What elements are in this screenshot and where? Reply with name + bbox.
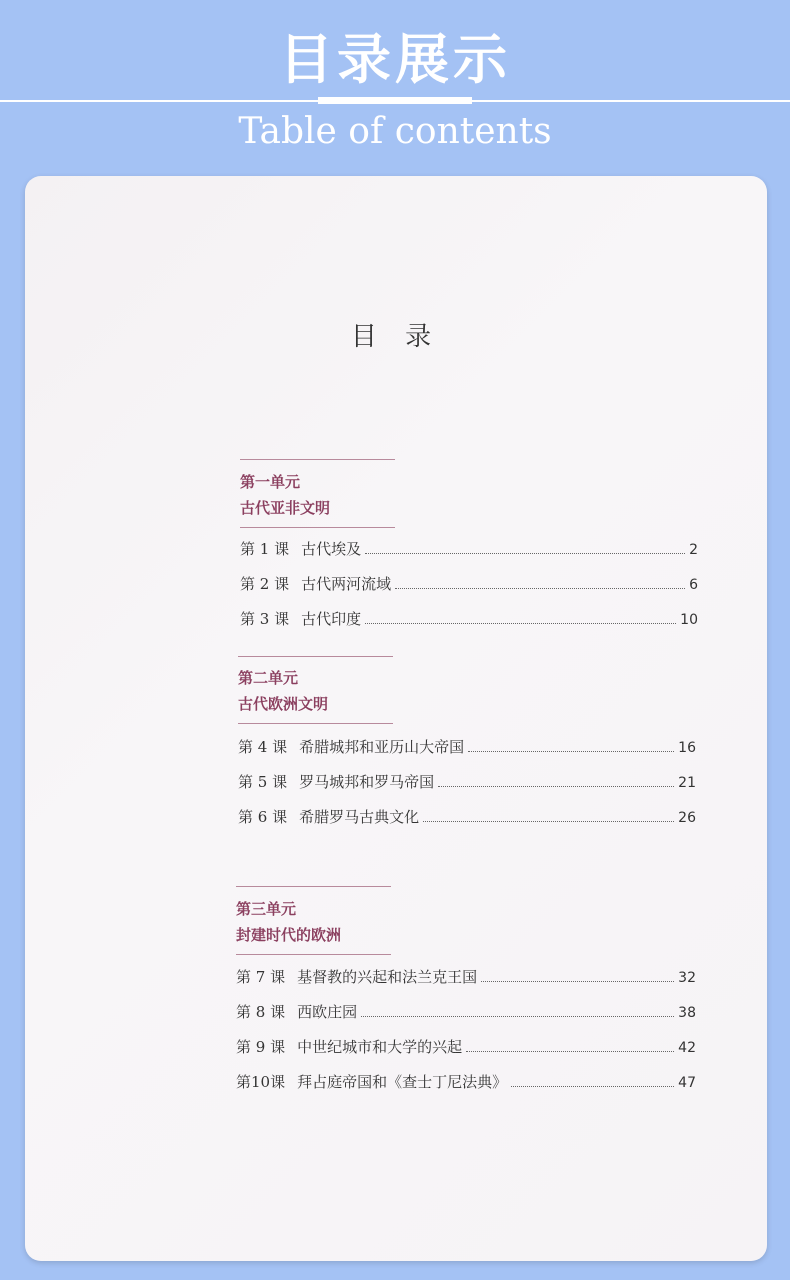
dot-leader bbox=[361, 1002, 674, 1017]
lesson-number: 第 6 课 bbox=[238, 808, 288, 826]
dot-leader bbox=[466, 1037, 674, 1052]
toc-entry[interactable] bbox=[238, 736, 696, 758]
unit-rule-bottom bbox=[240, 527, 395, 528]
dot-leader bbox=[423, 807, 674, 822]
toc-heading: 目 录 bbox=[350, 322, 442, 352]
lesson-number: 第 7 课 bbox=[236, 968, 286, 986]
toc-entry[interactable] bbox=[238, 806, 696, 828]
lesson-number: 第10课 bbox=[236, 1073, 286, 1091]
page-number: 32 bbox=[678, 970, 696, 986]
lesson-title: 希腊城邦和亚历山大帝国 bbox=[299, 738, 465, 756]
unit-rule-top bbox=[240, 459, 395, 460]
dot-leader bbox=[365, 539, 685, 554]
toc-entry[interactable] bbox=[236, 1036, 696, 1058]
unit-header-3 bbox=[236, 886, 391, 955]
lesson-title: 古代埃及 bbox=[301, 540, 362, 558]
dot-leader bbox=[468, 737, 674, 752]
page-number: 26 bbox=[678, 810, 696, 826]
unit-rule-bottom bbox=[238, 723, 393, 724]
lesson-number: 第 4 课 bbox=[238, 738, 288, 756]
toc-entry[interactable] bbox=[236, 966, 696, 988]
lesson-title: 希腊罗马古典文化 bbox=[299, 808, 420, 826]
lesson-number: 第 2 课 bbox=[240, 575, 290, 593]
unit-number: 第三单元 bbox=[236, 900, 297, 918]
unit-number: 第二单元 bbox=[238, 669, 299, 687]
toc-page bbox=[25, 176, 767, 1261]
banner-title: 目录展示 bbox=[279, 28, 511, 91]
toc-entry[interactable] bbox=[236, 1001, 696, 1023]
lesson-title: 西欧庄园 bbox=[297, 1003, 358, 1021]
unit-header-2 bbox=[238, 656, 393, 724]
unit-rule-top bbox=[238, 656, 393, 657]
lesson-title: 基督教的兴起和法兰克王国 bbox=[297, 968, 478, 986]
toc-entry[interactable] bbox=[240, 573, 698, 595]
dot-leader bbox=[365, 609, 676, 624]
banner-subtitle: Table of contents bbox=[238, 111, 552, 152]
unit-header-1 bbox=[240, 459, 395, 528]
unit-rule-bottom bbox=[236, 954, 391, 955]
page-number: 38 bbox=[678, 1005, 696, 1021]
lesson-number: 第 9 课 bbox=[236, 1038, 286, 1056]
dot-leader bbox=[438, 772, 674, 787]
lesson-number: 第 3 课 bbox=[240, 610, 290, 628]
lesson-title: 中世纪城市和大学的兴起 bbox=[297, 1038, 463, 1056]
lesson-title: 古代印度 bbox=[301, 610, 362, 628]
unit-name: 古代欧洲文明 bbox=[238, 695, 329, 713]
page-number: 10 bbox=[680, 612, 698, 628]
toc-entry[interactable] bbox=[238, 771, 696, 793]
lesson-title: 古代两河流域 bbox=[301, 575, 392, 593]
dot-leader bbox=[395, 574, 685, 589]
toc-entry[interactable] bbox=[240, 608, 698, 630]
lesson-number: 第 8 课 bbox=[236, 1003, 286, 1021]
unit-rule-top bbox=[236, 886, 391, 887]
toc-entry[interactable] bbox=[236, 1071, 696, 1093]
unit-name: 古代亚非文明 bbox=[240, 499, 331, 517]
dot-leader bbox=[511, 1072, 674, 1087]
unit-name: 封建时代的欧洲 bbox=[236, 926, 342, 944]
page-number: 2 bbox=[689, 542, 698, 558]
page-number: 47 bbox=[678, 1075, 696, 1091]
dot-leader bbox=[481, 967, 674, 982]
unit-number: 第一单元 bbox=[240, 473, 301, 491]
page-number: 6 bbox=[689, 577, 698, 593]
toc-entry[interactable] bbox=[240, 538, 698, 560]
lesson-title: 拜占庭帝国和《查士丁尼法典》 bbox=[297, 1073, 508, 1091]
page-number: 21 bbox=[678, 775, 696, 791]
lesson-number: 第 1 课 bbox=[240, 540, 290, 558]
lesson-number: 第 5 课 bbox=[238, 773, 288, 791]
page-number: 42 bbox=[678, 1040, 696, 1056]
page-number: 16 bbox=[678, 740, 696, 756]
lesson-title: 罗马城邦和罗马帝国 bbox=[299, 773, 435, 791]
banner-divider-accent bbox=[318, 97, 472, 104]
